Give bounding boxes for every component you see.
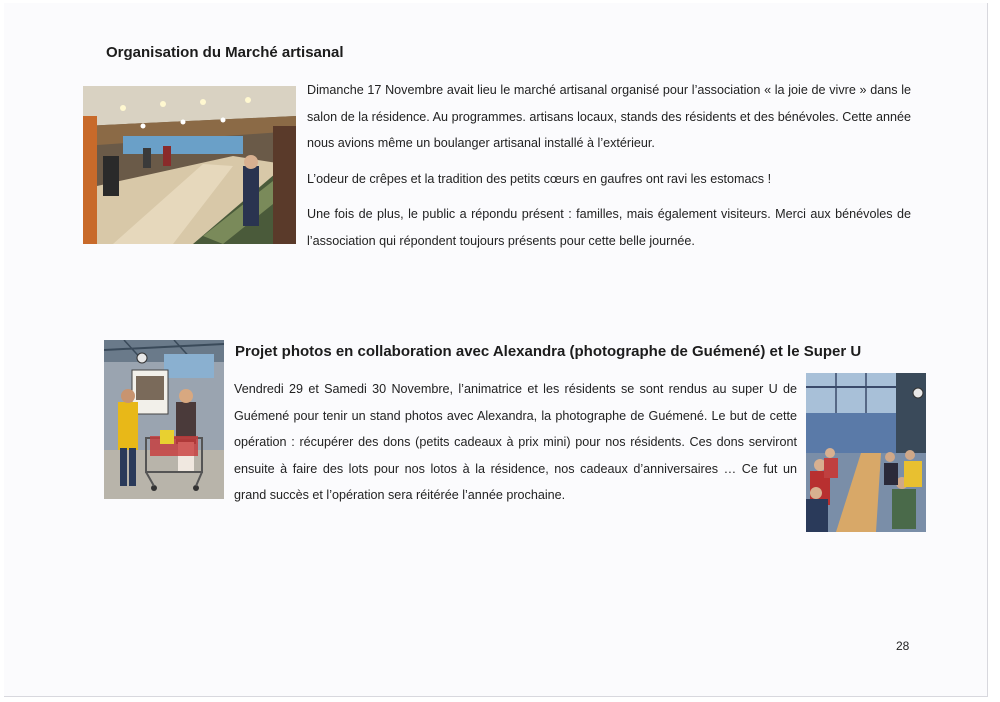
section1-paragraph-3: Une fois de plus, le public a répondu présent : familles, mais également visiteurs. Merci aux bénévoles de l’association qui répondent toujours présents pour cette belle journée. [307, 207, 911, 248]
section-title-marche: Organisation du Marché artisanal [106, 44, 344, 61]
section2-paragraph: Vendredi 29 et Samedi 30 Novembre, l’animatrice et les résidents se sont rendus au super U de Guémené pour tenir un stand photos avec Alexandra, la photographe de Guémené. Le but de cette opération : récupérer des dons (petits cadeaux à prix mini) pour nos résidents. Ces dons serviront ensuite à faire des lots pour nos lotos à la résidence, nos cadeaux d’anniversaires … Ce fut un grand succès et l’opération sera réitérée l’année prochaine. [234, 382, 797, 502]
residents-table-photo [806, 373, 926, 532]
market-hall-photo [83, 86, 296, 244]
section1-paragraph-2: L’odeur de crêpes et la tradition des petits cœurs en gaufres ont ravi les estomacs ! [307, 171, 772, 186]
section-title-projet-photos: Projet photos en collaboration avec Alexandra (photographe de Guémené) et le Super U [235, 343, 862, 360]
section2-text [234, 376, 797, 509]
supermarket-stand-photo [104, 340, 224, 499]
section1-text [307, 77, 911, 254]
page-number: 28 [896, 639, 910, 653]
section1-paragraph-1: Dimanche 17 Novembre avait lieu le marché artisanal organisé pour l’association « la joie de vivre » dans le salon de la résidence. Au programmes. artisans locaux, stands des résidents et des bénévoles. Cette année nous avions même un boulanger artisanal installé à l’extérieur. [307, 83, 911, 150]
